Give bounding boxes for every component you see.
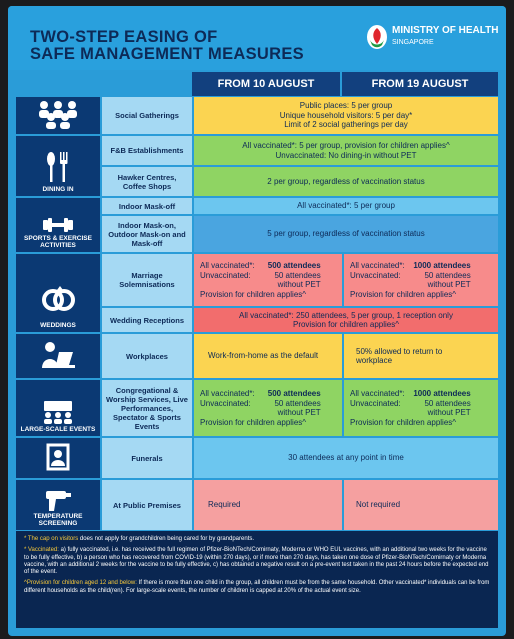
- cell-hawker-centres: 2 per group, regardless of vaccination status: [194, 167, 498, 196]
- cell-indoor-mask-off: All vaccinated*: 5 per group: [194, 198, 498, 214]
- thermometer-gun-icon: [43, 488, 73, 512]
- row-large-scale-events: [16, 380, 498, 436]
- cell-fb-establishments: All vaccinated*: 5 per group, provision for children applies^ Unvaccinated: No dining-in without PET: [194, 136, 498, 165]
- sports-icon-cell: [16, 198, 100, 252]
- moh-logo: [366, 24, 498, 50]
- audience-icon: [40, 400, 76, 424]
- workplaces-icon-cell: [16, 334, 100, 378]
- label-mask-on-outdoor: Indoor Mask-on, Outdoor Mask-on and Mask-off: [102, 216, 192, 252]
- cell-solemnisations-19-aug: All vaccinated*: 1000 attendees Unvaccinated: 50 attendees without PET Provision for children applies^: [344, 254, 498, 306]
- label-marriage-solemnisations: Marriage Solemnisations: [102, 254, 192, 306]
- label-large-scale-events: Congregational & Worship Services, Live Performances, Spectator & Sports Events: [102, 380, 192, 436]
- work-from-home-icon: [39, 340, 77, 370]
- label-hawker-centres: Hawker Centres, Coffee Shops: [102, 167, 192, 196]
- column-header-10-aug: FROM 10 AUGUST: [192, 72, 340, 96]
- infographic: [8, 6, 506, 636]
- weddings-icon-cell: [16, 254, 100, 332]
- column-header-19-aug: FROM 19 AUGUST: [342, 72, 498, 96]
- label-funerals: Funerals: [102, 438, 192, 478]
- moh-name: MINISTRY OF HEALTH: [392, 25, 499, 36]
- cell-events-10-aug: All vaccinated*: 500 attendees Unvaccinated: 50 attendees without PET Provision for children applies^: [194, 380, 342, 436]
- cell-workplaces-19-aug: 50% allowed to return to workplace: [344, 334, 498, 378]
- people-group-icon: [36, 99, 80, 129]
- fork-knife-icon: [43, 151, 73, 183]
- moh-crest-icon: [366, 24, 388, 50]
- cell-social-gatherings: Public places: 5 per group Unique household visitors: 5 per day* Limit of 2 social gatherings per day: [194, 97, 498, 134]
- category-temperature-screening: TEMPERATURE SCREENING: [33, 513, 83, 527]
- row-workplaces: [16, 334, 498, 378]
- category-weddings: WEDDINGS: [40, 322, 76, 329]
- cell-solemnisations-10-aug: All vaccinated*: 500 attendees Unvaccinated: 50 attendees without PET Provision for children applies^: [194, 254, 342, 306]
- events-icon-cell: [16, 380, 100, 436]
- funerals-icon-cell: [16, 438, 100, 478]
- label-indoor-mask-off: Indoor Mask-off: [102, 198, 192, 214]
- cell-mask-on-outdoor: 5 per group, regardless of vaccination status: [194, 216, 498, 252]
- cell-funerals: 30 attendees at any point in time: [194, 438, 498, 478]
- row-funerals: [16, 438, 498, 478]
- footnote-vaccinated: * Vaccinated: a) fully vaccinated, i.e. has received the full regimen of Pfizer-BioNTech/Comirnaty, Moderna or WHO EUL vaccines, with an additional two weeks for the vaccine to be fully effective, b) a person who has recovered from COVID-19 (within 270 days), or if more than 270 days, has taken one dose of Pfizer-BioNTech/Comirnaty or Moderna vaccine, with an additional 2 weeks for the vaccine to be fully effective, c) has obtained a negative result on a pre-event test taken in the past 24 hours before the expected end of the event.: [24, 547, 489, 576]
- category-dining-in: DINING IN: [42, 186, 74, 193]
- label-social-gatherings: Social Gatherings: [102, 97, 192, 134]
- label-fb-establishments: F&B Establishments: [102, 136, 192, 165]
- row-social-gatherings: [16, 97, 498, 134]
- dumbbell-icon: [41, 217, 75, 233]
- funeral-frame-icon: [46, 443, 70, 471]
- cell-wedding-receptions: All vaccinated*: 250 attendees, 5 per group, 1 reception only Provision for children applies^: [194, 308, 498, 332]
- moh-country: SINGAPORE: [392, 39, 434, 46]
- cell-events-19-aug: All vaccinated*: 1000 attendees Unvaccinated: 50 attendees without PET Provision for children applies^: [344, 380, 498, 436]
- row-temperature-screening: [16, 480, 498, 530]
- dining-icon-cell: [16, 136, 100, 196]
- page-title: TWO-STEP EASING OF SAFE MANAGEMENT MEASURES: [30, 28, 304, 63]
- label-workplaces: Workplaces: [102, 334, 192, 378]
- header: [8, 6, 506, 70]
- cell-workplaces-10-aug: Work-from-home as the default: [194, 334, 342, 378]
- footnotes: [16, 531, 498, 628]
- temperature-icon-cell: [16, 480, 100, 530]
- label-wedding-receptions: Wedding Receptions: [102, 308, 192, 332]
- cell-temperature-19-aug: Not required: [344, 480, 498, 530]
- cell-temperature-10-aug: Required: [194, 480, 342, 530]
- social-gatherings-icon-cell: [16, 97, 100, 134]
- label-public-premises: At Public Premises: [102, 480, 192, 530]
- category-large-scale-events: LARGE-SCALE EVENTS: [20, 426, 96, 433]
- footnote-children: ^Provision for children aged 12 and below: If there is more than one child in the group, all children must be from the same household. Other vaccinated* individuals can be from different households as the child(ren). For large-scale events, the number of children is capped at 20% of the actual event size.: [24, 580, 490, 594]
- row-weddings: [16, 254, 498, 332]
- category-sports: SPORTS & EXERCISE ACTIVITIES: [24, 235, 92, 249]
- footnote-visitors: * The cap on visitors does not apply for grandchildren being cared for by grandparents.: [24, 536, 255, 542]
- wedding-rings-icon: [40, 284, 76, 312]
- row-dining-in: [16, 136, 498, 196]
- row-sports: [16, 198, 498, 252]
